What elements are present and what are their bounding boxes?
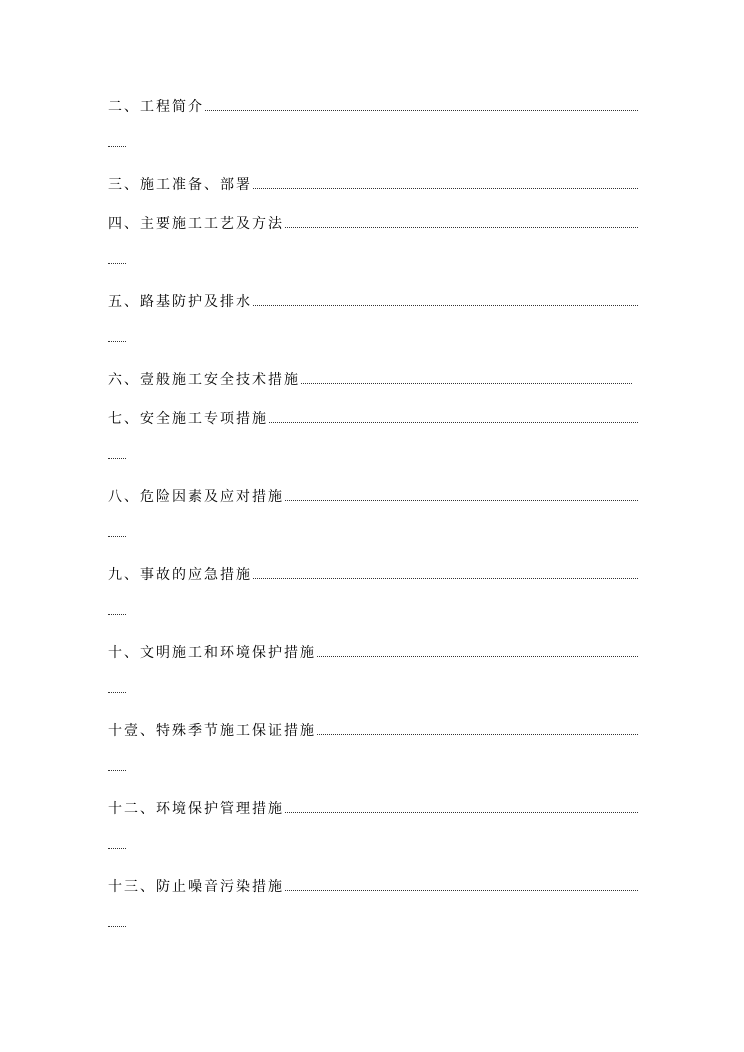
- toc-entry-title: 六、壹般施工安全技术措施: [108, 372, 300, 388]
- toc-entry[interactable]: [108, 642, 638, 662]
- leader-continuation: [108, 263, 126, 264]
- leader-continuation: [108, 926, 126, 927]
- dot-leader: [285, 500, 638, 501]
- toc-entry[interactable]: [108, 213, 638, 233]
- dot-leader: [253, 578, 638, 579]
- toc-entry-title: 二、工程简介: [108, 99, 204, 115]
- toc-entry-title: 五、路基防护及排水: [108, 294, 252, 310]
- toc-entry-title: 九、事故的应急措施: [108, 567, 252, 583]
- toc-entry-title: 七、安全施工专项措施: [108, 411, 268, 427]
- toc-entry[interactable]: [108, 798, 638, 818]
- dot-leader: [285, 812, 638, 813]
- toc-entry[interactable]: [108, 96, 638, 116]
- dot-leader: [301, 383, 632, 384]
- dot-leader: [285, 227, 638, 228]
- dot-leader: [253, 188, 638, 189]
- dot-leader: [317, 734, 638, 735]
- toc-entry[interactable]: [108, 564, 638, 584]
- leader-continuation: [108, 614, 126, 615]
- toc-entry[interactable]: [108, 720, 638, 740]
- leader-continuation: [108, 770, 126, 771]
- toc-entry[interactable]: [108, 876, 638, 896]
- leader-continuation: [108, 692, 126, 693]
- dot-leader: [205, 110, 638, 111]
- toc-entry-title: 四、主要施工工艺及方法: [108, 216, 284, 232]
- leader-continuation: [108, 458, 126, 459]
- toc-entry-title: 八、危险因素及应对措施: [108, 489, 284, 505]
- toc-entry[interactable]: [108, 369, 632, 389]
- toc-entry-title: 十三、防止噪音污染措施: [108, 879, 284, 895]
- dot-leader: [253, 305, 638, 306]
- dot-leader: [269, 422, 638, 423]
- toc-entry-title: 十二、环境保护管理措施: [108, 801, 284, 817]
- toc-entry[interactable]: [108, 291, 638, 311]
- dot-leader: [317, 656, 638, 657]
- leader-continuation: [108, 146, 126, 147]
- toc-entry[interactable]: [108, 408, 638, 428]
- dot-leader: [285, 890, 638, 891]
- toc-entry-title: 十、文明施工和环境保护措施: [108, 645, 316, 661]
- toc-entry[interactable]: [108, 486, 638, 506]
- toc-entry-title: 十壹、特殊季节施工保证措施: [108, 723, 316, 739]
- leader-continuation: [108, 341, 126, 342]
- leader-continuation: [108, 848, 126, 849]
- toc-entry[interactable]: [108, 174, 638, 194]
- toc-entry-title: 三、施工准备、部署: [108, 177, 252, 193]
- leader-continuation: [108, 536, 126, 537]
